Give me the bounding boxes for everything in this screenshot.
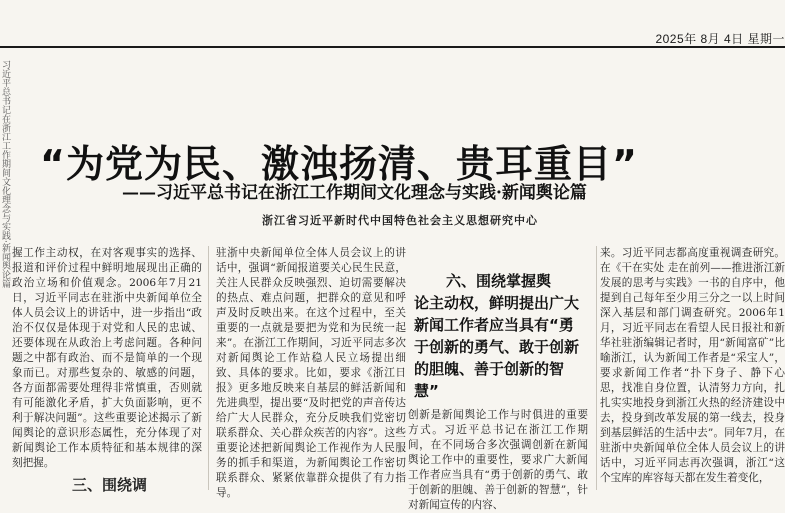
issue-date: 2025年 8月 4日 星期一 <box>655 32 785 46</box>
section-heading-rest: 论主动权，鲜明提出广大新闻工作者应当具有“勇于创新的勇气、敢于创新的胆魄、善于创新的智慧” <box>414 294 580 400</box>
body-column-4: 来。习近平同志都高度重视调查研究。在《干在实处 走在前列——推进浙江新发展的思考与实践》一书的自序中，他提到自己每年至少用三分之一以上时间深入基层和部门调查研究。2006年1月，习近平同志在看望人民日报社和新华社驻浙编辑记者时，用“新闻富矿”比喻浙江，认为新闻工作者是“采宝人”，要求新闻工作者“扑下身子、静下心思，找准自身位置，认清努力方向，扎扎实实地投身到浙江火热的经济建设中去，投身到改革发展的第一线去，投身到基层鲜活的生活中去”。同年7月，在驻浙中央新闻单位全体人员会议上的讲话中，习近平同志再次强调，浙江“这个宝库的库容每天都在发生着变化， <box>600 247 785 484</box>
article-subtitle: ——习近平总书记在浙江工作期间文化理念与实践·新闻舆论篇 <box>122 183 587 203</box>
next-section-heading-fragment: 三、围绕调 <box>72 476 148 494</box>
section-heading <box>414 270 584 402</box>
article-byline: 浙江省习近平新时代中国特色社会主义思想研究中心 <box>262 214 538 227</box>
body-column-1: 握工作主动权，在对客观事实的选择、报道和评价过程中鲜明地展现出正确的政治立场和价值观念。2006年7月21日，习近平同志在驻浙中央新闻单位全体人员会议上的讲话中，进一步指出“政治不仅仅是体现于对党和人民的忠诚、还要体现在从政治上考虑问题。各种问题之中都有政治、而不是简单的一个现象而已。对那些复杂的、敏感的问题，各方面都需要处理得非常慎重，否则就有可能激化矛盾，扩大负面影响，更不利于解决问题”。这些重要论述揭示了新闻舆论的意识形态属性，充分体现了对新闻舆论工作本质特征和基本规律的深刻把握。 <box>12 247 202 469</box>
article-headline: “为党为民、激浊扬清、贵耳重目” <box>40 142 638 187</box>
body-column-3: 创新是新闻舆论工作与时俱进的重要方式。习近平总书记在浙江工作期间，在不同场合多次强调创新在新闻舆论工作中的重要性，要求广大新闻工作者应当具有“勇于创新的勇气、敢于创新的胆魄、善于创新的智慧”，针对新闻宣传的内容、 <box>408 409 588 511</box>
header-rule <box>0 46 785 48</box>
column-divider <box>208 246 209 490</box>
column-divider <box>596 246 597 490</box>
left-margin-text: 习近平总书记在浙江工作期间文化理念与实践·新闻舆论篇 <box>0 60 10 288</box>
section-heading-line1: 六、围绕掌握舆 <box>446 272 552 290</box>
body-column-2: 驻浙中央新闻单位全体人员会议上的讲话中，强调“新闻报道要关心民生民意，关注人民群众反映强烈、迫切需要解决的热点、难点问题，把群众的意见和呼声及时反映出来。在这个过程中，至关重要的一点就是要把为党和为民统一起来”。在浙江工作期间，习近平同志多次对新闻舆论工作站稳人民立场提出细致、具体的要求。比如，要求《浙江日报》更多地反映来自基层的鲜活新闻和先进典型，提出要“及时把党的声音传达给广大人民群众，充分反映我们党密切联系群众、关心群众疾苦的内容”。这些重要论述把新闻舆论工作视作为人民服务的抓手和渠道，为新闻舆论工作密切联系群众、紧紧依靠群众提供了有力指导。 <box>216 247 406 499</box>
